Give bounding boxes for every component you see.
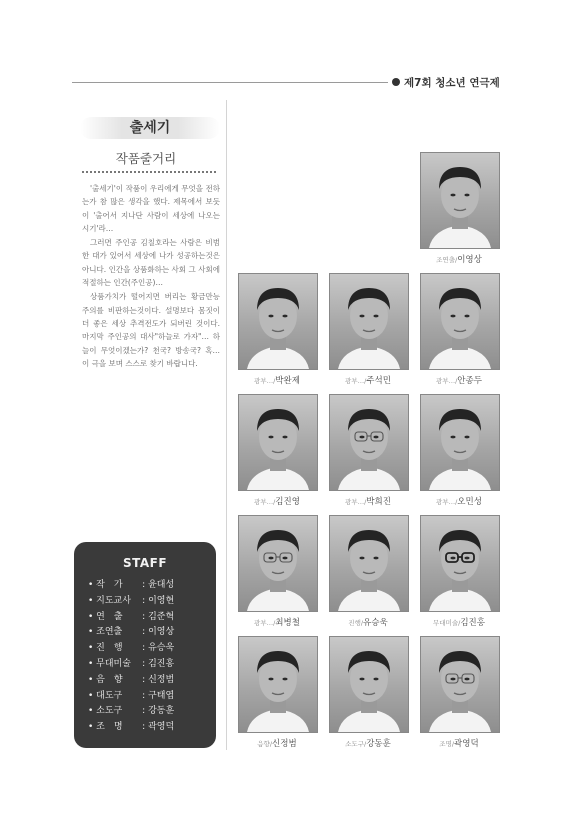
cast-name: 김진영 <box>275 497 300 507</box>
cast-caption <box>318 737 418 749</box>
cast-name: 박희진 <box>366 497 391 507</box>
bullet-dot-icon <box>392 78 400 86</box>
cast-name: 오민성 <box>457 497 482 507</box>
cast-photo <box>329 273 409 370</box>
cast-role: 진행/ <box>348 619 364 627</box>
cast-role: 무대미술/ <box>433 619 461 627</box>
cast-name: 박완제 <box>275 376 300 386</box>
synopsis-text <box>82 182 220 371</box>
cast-photo <box>238 273 318 370</box>
cast-name: 신정범 <box>272 739 297 749</box>
cast-name: 이영상 <box>457 255 482 265</box>
staff-role: 음 향 <box>96 674 123 685</box>
staff-item: • 무대미술 : 김진홍 <box>88 657 216 673</box>
cast-photo <box>238 394 318 491</box>
staff-item: • 조 명 : 곽영덕 <box>88 720 216 736</box>
cast-caption <box>409 253 509 265</box>
staff-name: 신정범 <box>148 674 175 685</box>
staff-role: 연 출 <box>96 611 123 622</box>
cast-role: 조연출/ <box>436 256 458 264</box>
cast-photo <box>329 394 409 491</box>
cast-caption <box>227 616 327 628</box>
cast-role: 음향/ <box>257 740 273 748</box>
staff-role: 대도구 <box>96 690 123 701</box>
staff-name: 구태엽 <box>148 690 175 701</box>
cast-photo <box>329 515 409 612</box>
staff-name: 이영상 <box>148 627 175 638</box>
cast-caption <box>227 737 327 749</box>
cast-role: 광부…/ <box>254 619 276 627</box>
staff-name: 이영현 <box>148 595 175 606</box>
staff-name: 김준혁 <box>148 611 175 622</box>
cast-caption <box>318 495 418 507</box>
cast-name: 김진홍 <box>460 618 485 628</box>
cast-caption <box>409 737 509 749</box>
staff-role: 무대미술 <box>96 658 131 669</box>
cast-caption <box>318 374 418 386</box>
cast-photo <box>420 515 500 612</box>
cast-photo <box>420 394 500 491</box>
dotted-divider <box>82 171 216 173</box>
synopsis-paragraph: 상품가치가 떨어지면 버리는 황금만능주의를 비판하는것이다. 설명보다 몸짓이 더 좋은 세상 추격전도가 되버린 것이다. 마지막 주인공의 대사"하늘로 가자"… 하늘이 무엇이겠는가? 천국? 방송국? 혹… 이 극을 보며 스스로 찾기 바랍니다. <box>82 292 220 368</box>
cast-photo <box>420 273 500 370</box>
cast-name: 안종두 <box>457 376 482 386</box>
synopsis-paragraph: '출세기'이 작품이 우리에게 무엇을 전하는가 참 많은 생각을 했다. 제목에서 보듯이 '출어서 지나단 사람이 세상에 나오는 시기'라… <box>82 184 220 233</box>
column-divider <box>226 100 227 750</box>
staff-item: • 대도구 : 구태엽 <box>88 689 216 705</box>
staff-item: • 진 행 : 유승욱 <box>88 641 216 657</box>
header-rule <box>72 82 388 83</box>
synopsis-paragraph: 그러면 주인공 김칠호라는 사람은 비범한 대가 있어서 세상에 나가 성공하는것은 아니다. 인간을 상품화하는 사회 그 사회에 적절하는 인간(주인공)… <box>82 238 220 288</box>
staff-role: 소도구 <box>96 706 123 717</box>
staff-item: • 연 출 : 김준혁 <box>88 610 216 626</box>
cast-photo <box>329 636 409 733</box>
cast-name: 최병철 <box>275 618 300 628</box>
staff-role: 조연출 <box>96 627 123 638</box>
staff-box <box>74 542 216 748</box>
cast-role: 광부…/ <box>345 377 367 385</box>
cast-role: 광부…/ <box>254 377 276 385</box>
cast-photo <box>238 636 318 733</box>
staff-item: • 지도교사 : 이영현 <box>88 594 216 610</box>
cast-name: 주석민 <box>366 376 391 386</box>
cast-name: 곽영덕 <box>454 739 479 749</box>
cast-role: 광부…/ <box>254 498 276 506</box>
cast-role: 광부…/ <box>436 498 458 506</box>
staff-title: STAFF <box>122 556 168 570</box>
cast-name: 강동훈 <box>366 739 391 749</box>
staff-role: 지도교사 <box>96 595 131 606</box>
play-title: 출세기 <box>80 117 220 139</box>
cast-photo <box>420 636 500 733</box>
cast-name: 유승욱 <box>363 618 388 628</box>
synopsis-heading: 작품줄거리 <box>115 151 177 166</box>
cast-caption <box>227 495 327 507</box>
cast-caption <box>409 495 509 507</box>
cast-photo <box>420 152 500 249</box>
cast-role: 광부…/ <box>436 377 458 385</box>
staff-item: • 음 향 : 신정범 <box>88 673 216 689</box>
staff-list <box>88 578 216 736</box>
staff-role: 조 명 <box>96 722 123 733</box>
cast-role: 조명/ <box>439 740 455 748</box>
cast-caption <box>409 616 509 628</box>
header-title: 제7회 청소년 연극제 <box>404 77 500 89</box>
cast-role: 광부…/ <box>345 498 367 506</box>
staff-name: 윤대성 <box>148 580 175 590</box>
staff-name: 김진홍 <box>148 658 175 669</box>
cast-role: 소도구/ <box>345 740 367 748</box>
staff-item: • 조연출 : 이영상 <box>88 625 216 641</box>
cast-caption <box>318 616 418 628</box>
cast-caption <box>227 374 327 386</box>
staff-role: 진 행 <box>96 643 123 654</box>
staff-name: 곽영덕 <box>148 722 175 733</box>
cast-photo <box>238 515 318 612</box>
staff-name: 유승욱 <box>148 643 175 654</box>
staff-role: 작 가 <box>96 580 123 590</box>
staff-item: • 소도구 : 강동훈 <box>88 704 216 720</box>
page-header <box>392 75 500 90</box>
staff-item: • 작 가 : 윤대성 <box>88 578 216 594</box>
staff-name: 강동훈 <box>148 706 175 717</box>
cast-caption <box>409 374 509 386</box>
